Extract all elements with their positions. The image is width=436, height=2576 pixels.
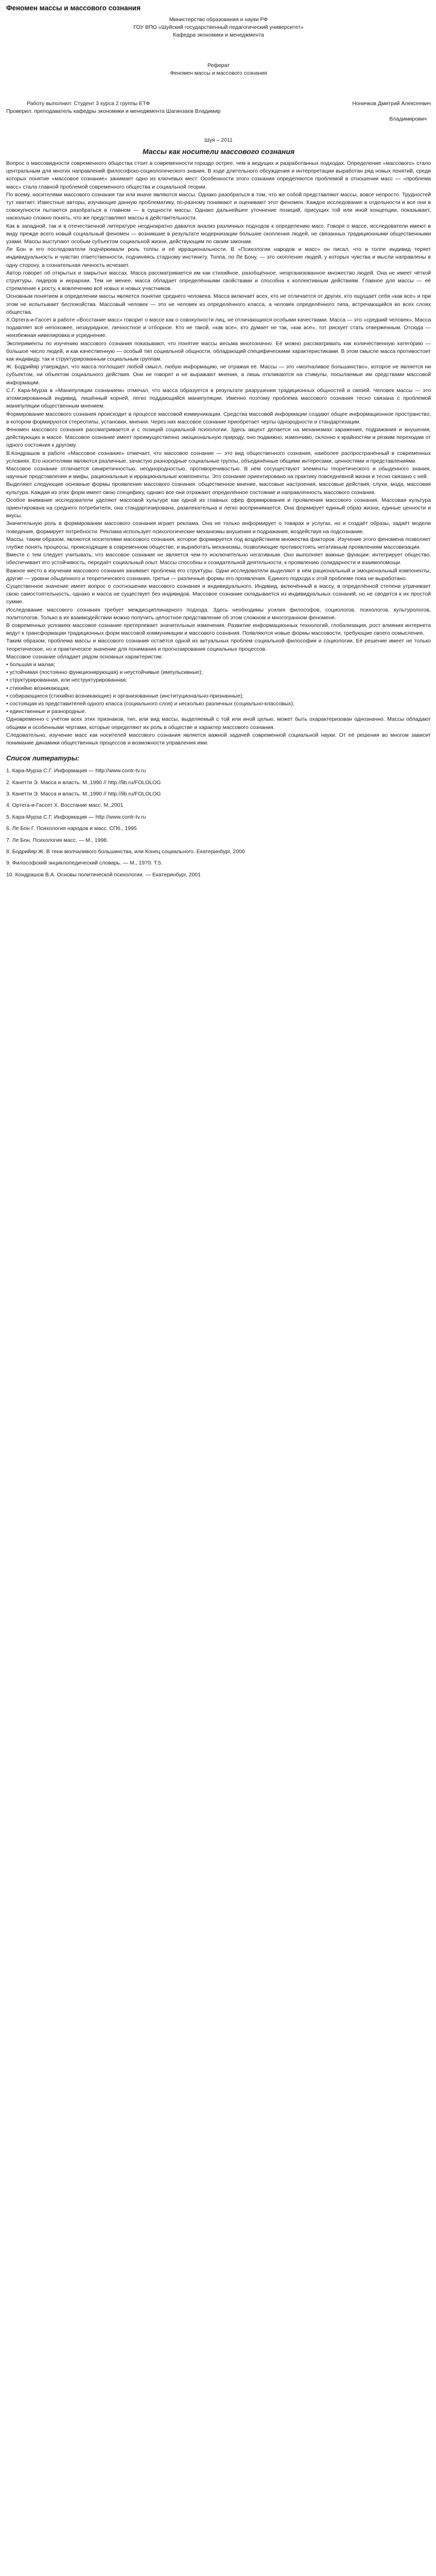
checker-line: Проверил: преподаватель кафедры экономики и менеджмента Шагинзаев Владимир [6, 108, 221, 114]
paragraph: Автор говорит об открытых и закрытых массах. Масса рассматривается им как стихийное, разобщённое, неорганизованное множество людей. Она не имеет чёткой структуры, лидеров и иерархии. Тем не менее, масса обладает определёнными свойствами и способна к коллективным действиям. Главное для массы — её стремление к росту, к вовлечению всё новых и новых участников. [6, 269, 431, 292]
paragraph: Как в западной, так и в отечественной литературе неоднократно давался анализ различных подходов к определению масс. Говоря о массе, исследователи имеют в виду прежде всего новый социальный феномен — возникшие в результате модернизации большие скопления людей, не связанных традиционными общественными узами. Массы выступают особым субъектом социальной жизни, действующим по своим законам. [6, 223, 431, 245]
paragraph: Одновременно с учётом всех этих признаков, тип, или вид массы, выделяемый с той или иной целью, может быть охарактеризован однозначно. Массы обладают общими и особенными чертами, которые определяют их роль в обществе и характер массового сознания. [6, 716, 431, 731]
literature-item: 2. Канетти Э. Масса и власть. М.,1990 // http://lib.ru/FOLOLOG [6, 779, 161, 786]
document-title: Феномен массы и массового сознания [6, 4, 141, 12]
literature-item: 6. Ле Бон Г. Психология народов и масс. СПб., 1995 [6, 825, 137, 832]
list-item: • единственные и разнородные. [6, 708, 86, 715]
paragraph: Ле Бон и его последователи подчёркивали роль толпы и её иррациональности. В «Психологии народов и масс» он писал, что в толпе индивид теряет индивидуальность и чувство ответственности, подчиняясь стадному инстинкту. Толпа, по Ле Бону, — это скопление людей, у которых чувства и мысли направлены в одну сторону, а сознательная личность исчезает. [6, 246, 431, 268]
literature-item: 5. Кара-Мурза С.Г. Информация — http://www.contr-tv.ru [6, 814, 146, 820]
literature-heading: Список литературы: [6, 754, 80, 762]
literature-item: 4. Ортега-и-Гассет Х. Восстание масс. М.,2001 [6, 802, 124, 809]
paragraph: Выделяют следующие основные формы проявления массового сознания: общественное мнение, массовые настроения, массовые действия, слухи, мода, массовая культура. Каждая из этих форм имеет свою специфику, однако все они отражают определённое состояние и направленность массового сознания. [6, 481, 431, 496]
paragraph: С.Г. Кара-Мурза в «Манипуляции сознанием» отмечал, что масса образуется в результате разрушения традиционных общностей и связей. Человек массы — это атомизированный индивид, лишённый корней, легко поддающийся манипуляции. Именно поэтому проблема массового сознания тесно связана с проблемой манипуляции общественным мнением. [6, 387, 431, 410]
paragraph: Особое внимание исследователи уделяют массовой культуре как одной из главных сфер формирования и проявления массового сознания. Массовая культура ориентирована на среднего потребителя, она стандартизирована, развлекательна и легко воспринимается. Она формирует единый образ жизни, единые ценности и вкусы. [6, 497, 431, 519]
literature-item: 10. Кондрашов В.А. Основы политической психологии. — Екатеринбург, 2001 [6, 871, 201, 878]
list-item: • собирающиеся (стихийно возникающие) и организованные (институционально-признанные); [6, 692, 244, 699]
paragraph: Основным понятием в определении массы является понятие среднего человека. Масса включает всех, кто не отличается от других, кто ощущает себя «как все» и при этом не испытывает беспокойства. Массовый человек — это не человек из определённого класса, а человек определённого типа, встречающийся во всех слоях общества. [6, 293, 431, 315]
list-item: • состоящая из представителей одного класса (социального слоя) и несколько различных (социально-классовых); [6, 701, 294, 707]
paragraph: Ж. Бодрийяр утверждал, что масса поглощает любой смысл, любую информацию, не отражая её. Массы — это «молчаливое большинство», которое не является ни субъектом, ни объектом социального действия. Они не говорят и не выражают мнения, а лишь откликаются на стимулы, посылаемые им средствами массовой информации. [6, 364, 431, 386]
paragraph: Исследование массового сознания требует междисциплинарного подхода. Здесь необходимы усилия философов, социологов, психологов, культурологов, политологов. Только в их взаимодействии можно получить целостное представление об этом сложном и многогранном феномене. [6, 606, 431, 621]
paragraph: Х.Ортега-и-Гассет в работе «Восстание масс» говорит о массе как о совокупности лиц, не отличающихся особыми качествами. Масса — это «средний человек». Масса подавляет всё непохожее, незаурядное, личностное и отборное. Кто не такой, «как все», кто думает не так, «как все», тот рискует стать отверженным. Отсюда — неизбежная нивелировка и усреднение. [6, 317, 431, 339]
paragraph: Массы, таким образом, являются носителями массового сознания, которое формируется под воздействием множества факторов. Изучение этого феномена позволяет глубже понять процессы, происходящие в современном обществе, и выработать механизмы, позволяющие противостоять негативным проявлениям массовизации. [6, 536, 431, 550]
paragraph: Вместе с тем следует учитывать, что массовое сознание не является чем-то исключительно негативным. Оно выполняет важные функции: интегрирует общество, обеспечивает его устойчивость, передаёт социальный опыт. Массы способны к созидательной деятельности, к проявлению солидарности и взаимопомощи. [6, 552, 431, 566]
title-page [6, 16, 431, 144]
checker-name: Владимирович [389, 116, 427, 122]
literature-item: 7. Ле Бон. Психология масс. — М., 1998. [6, 837, 109, 843]
list-item: • большая и малая; [6, 662, 56, 668]
paragraph: Формирование массового сознания происходит в процессе массовой коммуникации. Средства массовой информации создают общее информационное пространство, в котором формируются стереотипы, установки, мнения. Через них массовое сознание приобретает черты однородности и стандартизации. [6, 411, 431, 425]
paragraph: Важное место в изучении массового сознания занимает проблема его структуры. Одни исследователи выделяют в нём рациональный и эмоциональный компоненты, другие — уровни обыденного и теоретического сознания, третьи — различные формы его проявления. Единого подхода к этой проблеме пока не выработано. [6, 567, 431, 582]
ministry-line: Министерство образования и науки РФ [169, 16, 268, 23]
author-label: Работу выполнил: Студент 3 курса 2 группы ЕТФ [27, 100, 150, 107]
paragraph: Таким образом, проблема массы и массового сознания остаётся одной из актуальных проблем социальной философии и социологии. Её решение имеет не только теоретическое, но и практическое значение для понимания и прогнозирования социальных процессов. [6, 638, 431, 652]
work-type: Реферат [207, 62, 230, 69]
list-item: • стихийно возникающая; [6, 685, 70, 691]
paragraph: Существенное значение имеет вопрос о соотношении массового сознания и индивидуального. Индивид, включённый в массу, в определённой степени утрачивает свою самостоятельность, однако и масса не существует без индивидов. Массовое сознание складывается из индивидуальных сознаний, но не сводится к их простой сумме. [6, 583, 431, 605]
literature-item: 9. Философский энциклопедический словарь. — М., 1970. Т.5. [6, 860, 163, 867]
work-topic: Феномен массы и массового сознания [170, 70, 267, 76]
characteristics-list [6, 661, 431, 716]
section-heading: Массы как носители массового сознания [142, 147, 295, 156]
literature-item: 3. Канетти Э. Масса и власть. М.,1990 // http://lib.ru/FOLOLOG [6, 791, 161, 798]
literature-list [6, 765, 431, 880]
author-row [6, 100, 431, 108]
list-item: • устойчивая (постоянно функционирующая) и неустойчивые (импульсивные); [6, 669, 203, 676]
paragraph: Массовое сознание отличается синкретичностью, неоднородностью, противоречивостью. В нём сосуществуют элементы теоретического и обыденного знания, научные представления и мифы, рациональные и иррациональные компоненты. Это сознание ориентировано на практику повседневной жизни и тесно связано с ней. [6, 465, 431, 480]
paragraph: Феномен массового сознания рассматривается и с позиций социальной психологии. Здесь акцент делается на механизмах заражения, подражания и внушения, действующих в массе. Массовое сознание имеет преимущественно эмоциональную природу, оно подвижно, изменчиво, склонно к крайностям и резким переходам от одного состояния к другому. [6, 426, 431, 449]
university-line: ГОУ ВПО «Шуйский государственный педагогический университет» [133, 24, 304, 30]
list-intro: Массовое сознание обладает рядом основных характеристик: [6, 653, 163, 660]
document-page [0, 0, 436, 891]
author-name: Ноничков Дмитрий Алексеевич [352, 100, 431, 107]
paragraph: По всему, носителями массового сознания так или иначе являются массы. Однако разобраться в том, что же собой представляют массы, вовсе непросто. Трудностей тут хватает. Известные авторы, изучающие данную проблематику, по-разному понимают и оценивают этот феномен. Каждое исследование в отдельности и все они в совокупности пытаются разобраться в главном — в сущности массы. Однако дальнейшее уточнение позиций, присущих той или иной концепции, показывает, насколько сложно понять, что же представляют массы в действительности. [6, 191, 431, 222]
paragraph: Следовательно, изучение масс как носителей массового сознания является важной задачей современной социальной науки. От её решения во многом зависит понимание динамики общественных процессов и возможности управления ими. [6, 732, 431, 747]
list-item: • структурированная, или неструктурированная; [6, 677, 127, 684]
department-line: Кафедра экономики и менеджмента [173, 32, 264, 38]
paragraph: Значительную роль в формировании массового сознания играет реклама. Она не только информирует о товарах и услугах, но и создаёт образы, задаёт модели поведения, формирует потребности. Реклама использует психологические механизмы внушения и подражания, воздействуя на подсознание. [6, 520, 431, 535]
literature-item: 8. Бодрийяр Ж. В тени молчаливого большинства, или Конец социального. Екатеринбург, 2000 [6, 849, 245, 855]
paragraph: В.Кондрашов в работе «Массовое сознание» отмечает, что массовое сознание — это вид общественного сознания, наиболее распространённый в современных условиях. Его носителями являются различные, зачастую разнородные социальные группы, объединённые общими интересами, ценностями и представлениями. [6, 450, 431, 464]
city-year: Шуя – 2011 [204, 137, 233, 143]
paragraph: Эксперименты по изучению массового сознания показывают, что понятие массы весьма многозначно. Её можно рассматривать как количественную категорию — большое число людей, и как качественную — особый тип социальной общности, обладающий специфическими характеристиками. В этом смысле масса противостоит как индивиду, так и структурированным социальным группам. [6, 340, 431, 363]
literature-item: 1. Кара-Мурза С.Г. Информация — http://www.contr-tv.ru [6, 768, 146, 774]
body-text [6, 160, 431, 653]
paragraph: Вопрос о массовидности современного общества стоит в современности гораздо острее, чем в ведущих и разработанных подходах. Определение «массового» стало центральным для многих направлений философско-социологического знания. В ходе длительного обсуждения и интерпретации выработан ряд новых понятий, среди которых понятие «массовое сознание» занимает одно из ключевых мест. Особенности этого сознания определяются проблемой в отношении масс — «проблема масс» стала главной проблемой современного общества и социальной теории. [6, 160, 431, 190]
paragraph: В современных условиях массовое сознание претерпевает значительные изменения. Развитие информационных технологий, глобализация, рост влияния интернета ведут к трансформации традиционных форм массовой коммуникации и массового сознания. Появляются новые формы массовости, требующие своего осмысления. [6, 622, 431, 637]
closing-text [6, 716, 431, 747]
list-block [6, 653, 431, 716]
